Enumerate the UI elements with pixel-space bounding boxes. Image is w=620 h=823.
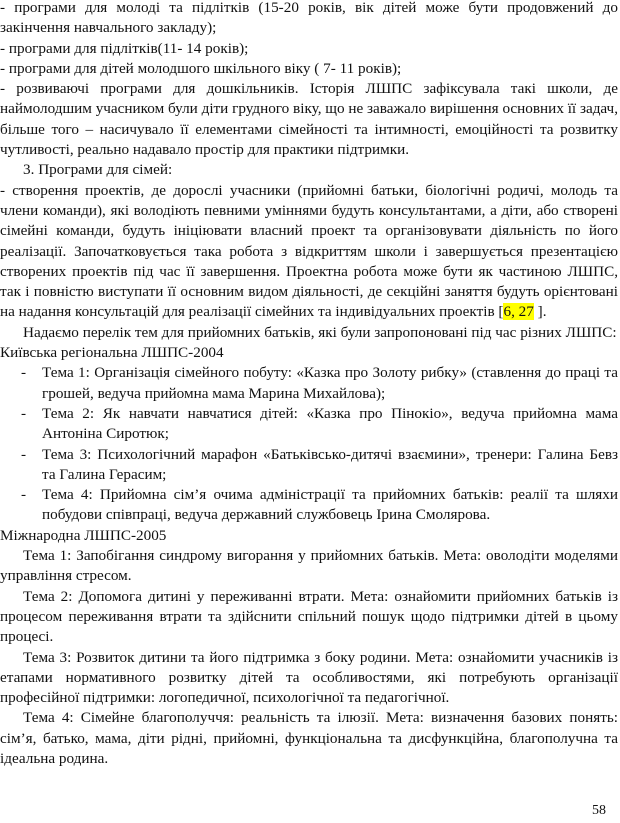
list-item-text: Тема 3: Психологічний марафон «Батьківсько-дитячі взаємини», тренери: Галина Бевз та Галина Герасим;	[42, 445, 618, 483]
list-item	[0, 363, 618, 404]
section-body-end: ].	[533, 303, 547, 321]
section-body-text: - створення проектів, де дорослі учасники (прийомні батьки, біологічні родичі, молодь та члени команди), які володіють певними уміннями будуть консультантами, а діти, або створені сімейні команди, будуть ініціювати власний проект та організовувати діяльність по його реалізації. Започатковується така робота з відкриттям школи і завершується презентацією створених проектів під час її завершення. Проектна робота може бути як частиною ЛШПС, так і повністю виступати її основним видом діяльності, де секційні заняття будуть орієнтовані на надання консультацій для реалізації сімейних та індивідуальних проектів [	[0, 181, 618, 321]
section-body	[0, 181, 618, 323]
dash-marker: -	[21, 364, 27, 382]
top-list	[0, 0, 618, 160]
list-item: - розвиваючі програми для дошкільників. Історія ЛШПС зафіксувала такі школи, де наймолодшим учасником були діти грудного віку, що не заважало вирішення основних її задач, більше того – насичувало її елементами сімейності та інтимності, емоційності та розвитку чутливості, реально надавало простір для практики підтримки.	[0, 80, 618, 159]
list-item: - програми для підлітків(11- 14 років);	[0, 39, 249, 57]
section-heading: 3. Програми для сімей:	[23, 161, 173, 179]
topic-paragraph: Тема 2: Допомога дитині у переживанні втрати. Мета: ознайомити прийомних батьків із процесом переживання втрати та здійснити спільний пошук щодо підтримки дітей в цьому процесі.	[0, 587, 618, 646]
topic-paragraph: Тема 3: Розвиток дитини та його підтримка з боку родини. Мета: ознайомити учасників із етапами нормативного розвитку дітей та особливостями, які потребують організації професійної підтримки: логопедичної, психологічної та педагогічної.	[0, 648, 618, 707]
citation-highlight: 6, 27	[503, 303, 534, 321]
topic-paragraph: Тема 4: Сімейне благополуччя: реальність та ілюзії. Мета: визначення базових понять: сім’я, батько, мама, діти рідні, прийомні, функціональна та дисфункційна, благополучна та ідеальна родина.	[0, 709, 618, 767]
list-item	[0, 445, 618, 486]
dash-marker: -	[21, 445, 27, 463]
intl-school-title: Міжнародна ЛШПС-2005	[0, 526, 167, 544]
topic-paragraph: Тема 1: Запобігання синдрому вигорання у прийомних батьків. Мета: оволодіти моделями управління стресом.	[0, 547, 618, 585]
list-item-text: Тема 2: Як навчати навчатися дітей: «Казка про Пінокіо», ведуча прийомна мама Антоніна Сиротюк;	[42, 404, 618, 443]
list-item-text: Тема 4: Прийомна сім’я очима адміністрації та прийомних батьків: реалії та шляхи побудови співпраці, ведуча державний службовець Ірина Смолярова.	[42, 486, 618, 524]
list-item	[0, 404, 618, 445]
kyiv-school-title: Київська регіональна ЛШПС-2004	[0, 344, 224, 362]
intro-paragraph: Надаємо перелік тем для прийомних батьків, які були запропоновані під час різних ЛШПС:	[23, 323, 617, 341]
dash-marker: -	[21, 404, 27, 422]
list-item: - програми для дітей молодшого шкільного віку ( 7- 11 років);	[0, 59, 402, 77]
page-number: 58	[592, 803, 606, 818]
list-item: - програми для молоді та підлітків (15-20 років, вік дітей може бути продовжений до закінчення навчального закладу);	[0, 0, 618, 37]
dash-marker: -	[21, 486, 27, 504]
list-item	[0, 485, 618, 526]
list-item-text: Тема 1: Організація сімейного побуту: «Казка про Золоту рибку» (ставлення до праці та грошей, ведуча прийомна мама Марина Михайлова);	[42, 364, 618, 402]
kyiv-topic-list	[0, 363, 618, 525]
